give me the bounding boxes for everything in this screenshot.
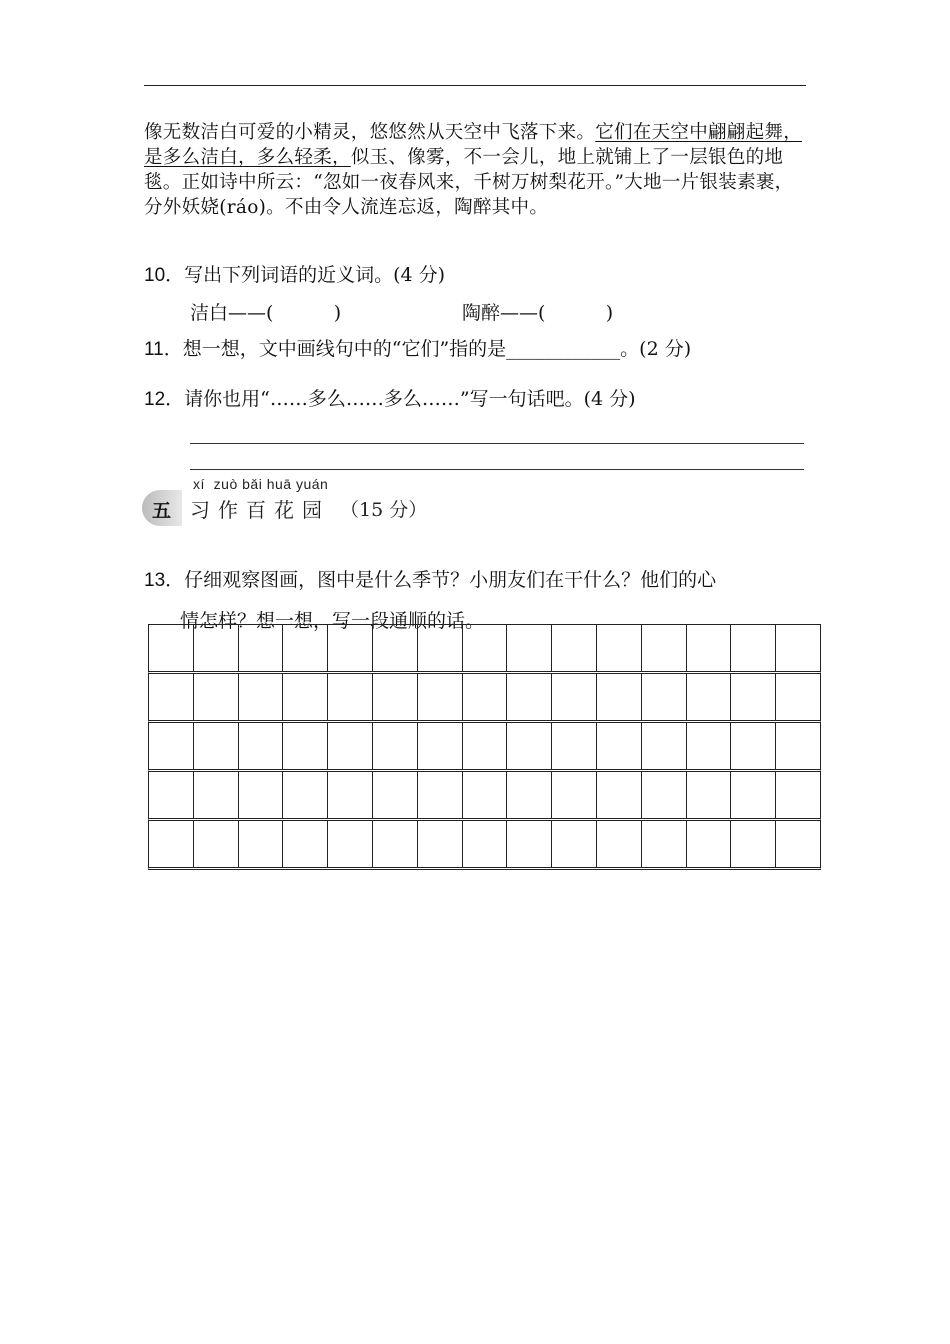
grid-cell[interactable] bbox=[642, 772, 687, 818]
question-text: 请你也用“……多么……多么……”写一句话吧。(4 分) bbox=[184, 388, 636, 410]
question-number: 13． bbox=[144, 570, 185, 591]
grid-cell[interactable] bbox=[418, 772, 463, 818]
grid-cell[interactable] bbox=[149, 821, 194, 867]
grid-cell[interactable] bbox=[507, 674, 552, 720]
grid-cell[interactable] bbox=[687, 772, 732, 818]
question-11 bbox=[144, 336, 691, 363]
grid-cell[interactable] bbox=[463, 723, 508, 769]
grid-row bbox=[148, 720, 821, 769]
grid-cell[interactable] bbox=[194, 821, 239, 867]
grid-cell[interactable] bbox=[776, 772, 820, 818]
grid-cell[interactable] bbox=[597, 674, 642, 720]
grid-cell[interactable] bbox=[776, 625, 820, 671]
grid-cell[interactable] bbox=[776, 821, 820, 867]
grid-cell[interactable] bbox=[552, 772, 597, 818]
answer-line-2[interactable] bbox=[190, 469, 804, 470]
grid-cell[interactable] bbox=[552, 723, 597, 769]
grid-cell[interactable] bbox=[194, 772, 239, 818]
grid-cell[interactable] bbox=[731, 772, 776, 818]
grid-cell[interactable] bbox=[283, 674, 328, 720]
grid-cell[interactable] bbox=[239, 772, 284, 818]
question-number: 12． bbox=[144, 389, 185, 410]
grid-cell[interactable] bbox=[776, 723, 820, 769]
question-text: 写出下列词语的近义词。(4 分) bbox=[184, 264, 446, 286]
answer-line-1[interactable] bbox=[190, 443, 804, 444]
grid-cell[interactable] bbox=[687, 625, 732, 671]
synonym-blank-2[interactable]: 陶醉——( ) bbox=[462, 302, 614, 324]
passage-text-1: 像无数洁白可爱的小精灵，悠悠然从天空中飞落下来。 bbox=[144, 122, 596, 143]
question-number: 11． bbox=[144, 339, 183, 360]
grid-cell[interactable] bbox=[283, 772, 328, 818]
grid-cell[interactable] bbox=[776, 674, 820, 720]
grid-cell[interactable] bbox=[194, 723, 239, 769]
question-text-line-1: 仔细观察图画，图中是什么季节？小朋友们在干什么？他们的心 bbox=[184, 569, 717, 591]
grid-cell[interactable] bbox=[463, 821, 508, 867]
passage-underlined-sentence: 它们在天空中翩翩起舞，是多么洁白，多么轻柔， bbox=[144, 122, 803, 168]
section-title bbox=[142, 490, 427, 526]
grid-cell[interactable] bbox=[507, 723, 552, 769]
grid-cell[interactable] bbox=[328, 723, 373, 769]
grid-cell[interactable] bbox=[552, 821, 597, 867]
grid-cell[interactable] bbox=[239, 674, 284, 720]
grid-cell[interactable] bbox=[328, 625, 373, 671]
grid-cell[interactable] bbox=[597, 723, 642, 769]
grid-cell[interactable] bbox=[463, 625, 508, 671]
question-number: 10． bbox=[144, 265, 185, 286]
section-badge: 五 bbox=[142, 490, 182, 526]
grid-cell[interactable] bbox=[687, 674, 732, 720]
grid-cell[interactable] bbox=[507, 772, 552, 818]
grid-cell[interactable] bbox=[283, 625, 328, 671]
grid-cell[interactable] bbox=[373, 674, 418, 720]
passage-text-2: 似玉、像雾，不一会儿，地上就铺上了一层银色的地毯。正如诗中所云：“忽如一夜春风来，千树万树梨花开。”大地一片银装素裹，分外妖娆(ráo)。不由令人流连忘返，陶醉其中。 bbox=[144, 147, 794, 218]
grid-cell[interactable] bbox=[239, 723, 284, 769]
grid-cell[interactable] bbox=[597, 772, 642, 818]
question-12 bbox=[144, 386, 636, 413]
grid-cell[interactable] bbox=[149, 772, 194, 818]
grid-cell[interactable] bbox=[418, 821, 463, 867]
grid-cell[interactable] bbox=[283, 723, 328, 769]
reading-passage bbox=[144, 120, 808, 220]
grid-cell[interactable] bbox=[642, 723, 687, 769]
question-text-line-2: 情怎样？想一想，写一段通顺的话。 bbox=[180, 610, 485, 632]
grid-cell[interactable] bbox=[687, 821, 732, 867]
grid-row bbox=[148, 818, 821, 870]
grid-cell[interactable] bbox=[642, 674, 687, 720]
grid-cell[interactable] bbox=[552, 625, 597, 671]
grid-cell[interactable] bbox=[597, 625, 642, 671]
grid-cell[interactable] bbox=[687, 723, 732, 769]
grid-cell[interactable] bbox=[328, 821, 373, 867]
grid-cell[interactable] bbox=[642, 625, 687, 671]
grid-cell[interactable] bbox=[149, 625, 194, 671]
grid-cell[interactable] bbox=[731, 723, 776, 769]
grid-row bbox=[148, 624, 821, 671]
section-heading: 习作百花园 bbox=[190, 497, 330, 522]
question-text: 想一想，文中画线句中的“它们”指的是____________。(2 分) bbox=[182, 338, 692, 360]
grid-cell[interactable] bbox=[597, 821, 642, 867]
grid-cell[interactable] bbox=[731, 674, 776, 720]
grid-cell[interactable] bbox=[239, 821, 284, 867]
section-score: （15 分） bbox=[340, 498, 428, 521]
writing-grid[interactable] bbox=[148, 624, 821, 870]
grid-cell[interactable] bbox=[507, 821, 552, 867]
grid-cell[interactable] bbox=[373, 625, 418, 671]
header-rule bbox=[144, 85, 806, 86]
question-10 bbox=[144, 262, 445, 289]
grid-cell[interactable] bbox=[418, 674, 463, 720]
synonym-blank-1[interactable]: 洁白——( ) bbox=[190, 302, 342, 324]
grid-cell[interactable] bbox=[373, 723, 418, 769]
grid-cell[interactable] bbox=[463, 772, 508, 818]
grid-cell[interactable] bbox=[373, 821, 418, 867]
grid-cell[interactable] bbox=[642, 821, 687, 867]
grid-cell[interactable] bbox=[418, 625, 463, 671]
grid-cell[interactable] bbox=[731, 821, 776, 867]
grid-cell[interactable] bbox=[194, 674, 239, 720]
grid-cell[interactable] bbox=[194, 625, 239, 671]
grid-cell[interactable] bbox=[507, 625, 552, 671]
grid-cell[interactable] bbox=[283, 821, 328, 867]
grid-row bbox=[148, 769, 821, 818]
grid-cell[interactable] bbox=[328, 772, 373, 818]
grid-cell[interactable] bbox=[731, 625, 776, 671]
grid-cell[interactable] bbox=[239, 625, 284, 671]
section-pinyin: xí zuò bǎi huā yuán bbox=[193, 476, 329, 492]
grid-cell[interactable] bbox=[418, 723, 463, 769]
grid-cell[interactable] bbox=[463, 674, 508, 720]
grid-cell[interactable] bbox=[552, 674, 597, 720]
grid-cell[interactable] bbox=[328, 674, 373, 720]
grid-cell[interactable] bbox=[373, 772, 418, 818]
grid-cell[interactable] bbox=[149, 674, 194, 720]
grid-cell[interactable] bbox=[149, 723, 194, 769]
grid-row bbox=[148, 671, 821, 720]
question-10-answers bbox=[190, 298, 613, 325]
